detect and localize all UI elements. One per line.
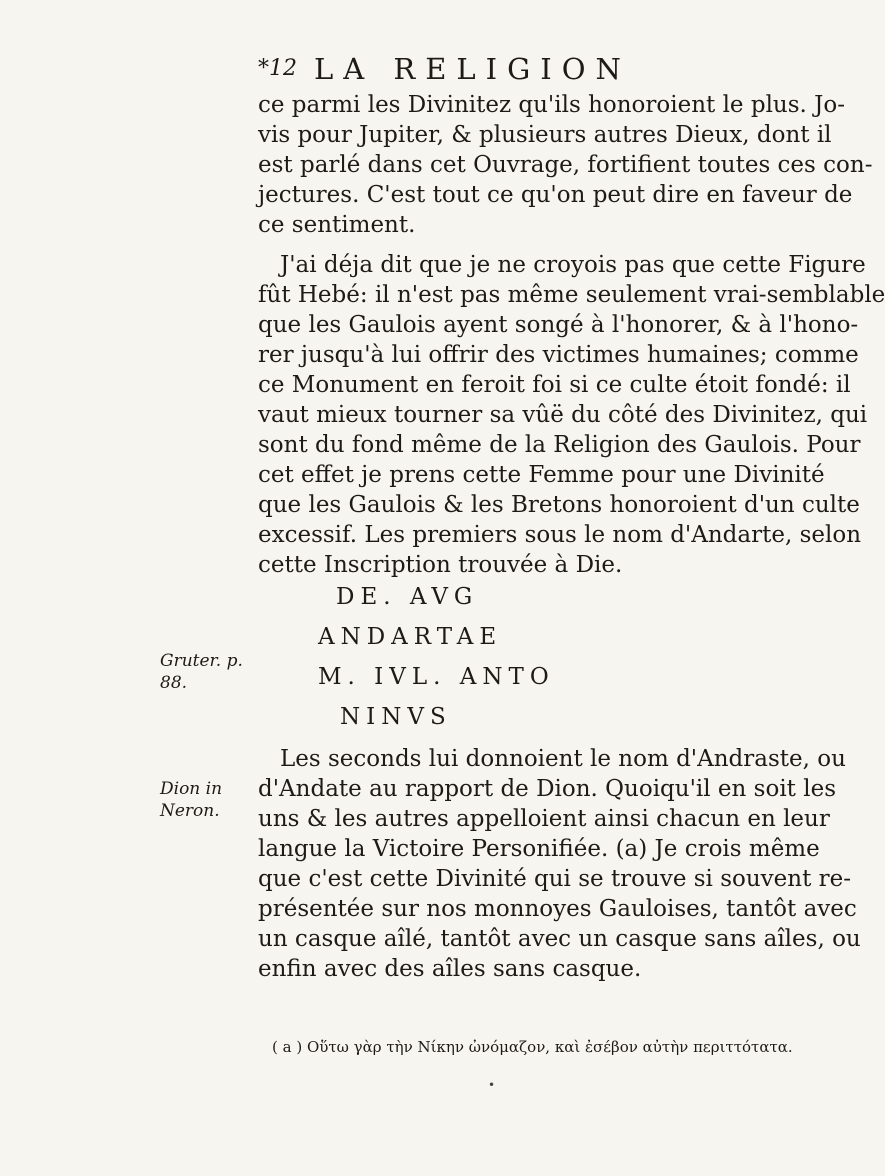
ink-speck: • (488, 1078, 496, 1092)
inscription-line: ANDARTAE (318, 624, 503, 650)
margin-note-dion (160, 778, 222, 822)
text-line: langue la Victoire Personifiée. (a) Je crois même (258, 836, 820, 862)
text-line: cette Inscription trouvée à Die. (258, 552, 623, 578)
margin-note-line: 88. (160, 673, 188, 693)
text-line: cet effet je prens cette Femme pour une Divinité (258, 462, 825, 488)
text-line: vaut mieux tourner sa vûë du côté des Divinitez, qui (258, 402, 868, 428)
text-line: jectures. C'est tout ce qu'on peut dire en faveur de (258, 182, 853, 208)
text-line: que c'est cette Divinité qui se trouve si souvent re- (258, 866, 852, 892)
margin-note-line: Dion in (160, 779, 223, 799)
margin-note-line: Gruter. p. (160, 651, 243, 671)
text-line: un casque aîlé, tantôt avec un casque sans aîles, ou (258, 926, 861, 952)
text-line: J'ai déja dit que je ne croyois pas que cette Figure (280, 252, 866, 278)
text-line: vis pour Jupiter, & plusieurs autres Dieux, dont il (258, 122, 832, 148)
text-line: d'Andate au rapport de Dion. Quoiqu'il en soit les (258, 776, 836, 802)
margin-note-gruter (160, 650, 243, 694)
text-line: uns & les autres appelloient ainsi chacun en leur (258, 806, 830, 832)
text-line: rer jusqu'à lui offrir des victimes humaines; comme (258, 342, 859, 368)
running-title: LA RELIGION (314, 52, 631, 86)
page-header (258, 52, 718, 92)
text-line: fût Hebé: il n'est pas même seulement vrai-semblable (258, 282, 885, 308)
inscription-line: DE. AVG (336, 584, 479, 610)
inscription-line: M. IVL. ANTO (318, 664, 555, 690)
text-line: Les seconds lui donnoient le nom d'Andraste, ou (280, 746, 846, 772)
text-line: que les Gaulois & les Bretons honoroient d'un culte (258, 492, 860, 518)
text-line: ce parmi les Divinitez qu'ils honoroient le plus. Jo- (258, 92, 846, 118)
footnote: ( a ) Οὕτω γὰρ τὴν Νίκην ὠνόμαζον, καὶ ἐσέβον αὐτὴν περιττότατα. (272, 1038, 793, 1056)
text-line: sont du fond même de la Religion des Gaulois. Pour (258, 432, 861, 458)
page-number: *12 (258, 56, 297, 81)
text-line: excessif. Les premiers sous le nom d'Andarte, selon (258, 522, 862, 548)
inscription-line: NINVS (340, 704, 452, 730)
text-line: présentée sur nos monnoyes Gauloises, tantôt avec (258, 896, 857, 922)
text-line: est parlé dans cet Ouvrage, fortifient toutes ces con- (258, 152, 873, 178)
margin-note-line: Neron. (160, 801, 220, 821)
text-line: ce Monument en feroit foi si ce culte étoit fondé: il (258, 372, 851, 398)
text-line: que les Gaulois ayent songé à l'honorer, & à l'hono- (258, 312, 859, 338)
text-line: ce sentiment. (258, 212, 416, 238)
text-line: enfin avec des aîles sans casque. (258, 956, 642, 982)
